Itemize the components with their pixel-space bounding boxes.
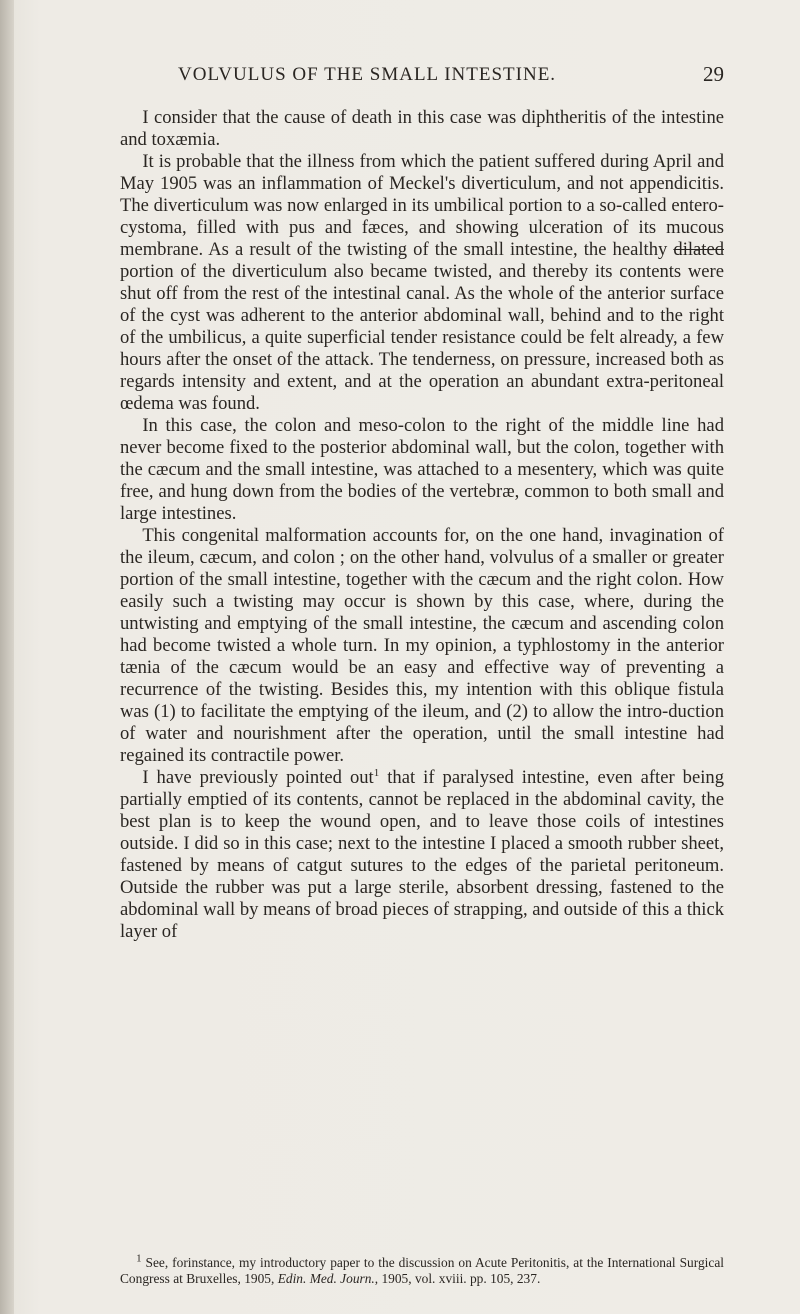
paragraph-4 [120,525,724,767]
footnote-reference: 1 [373,766,380,779]
paragraph-text: I consider that the cause of death in this case was diphtheritis of the intestine and toxæmia. [120,107,724,150]
paragraph-text: It is probable that the illness from which the patient suffered during April and May 1905 was an inflammation of Meckel's diverticulum, and not appendicitis. The diverticulum was now enlarged in its umbilical portion to a so-called entero-cystoma, filled with pus and fæces, and showing ulceration of its mucous membrane. As a result of the twisting of the small intestine, the healthy [120,151,724,260]
paragraph-1 [120,107,724,151]
struck-word: dilated [673,239,724,260]
page-binding-edge [0,0,14,1314]
paragraph-3 [120,415,724,525]
page-header [120,64,724,88]
running-head: VOLVULUS OF THE SMALL INTESTINE. [178,64,557,85]
paragraph-text: This congenital malformation accounts for, on the one hand, invagination of the ileum, cæcum, and colon ; on the other hand, volvulus of a smaller or greater portion of the small intestine, together with the cæcum and the right colon. How easily such a twisting may occur is shown by this case, where, during the untwisting and emptying of the small intestine, the cæcum and ascending colon had become twisted a whole turn. In my opinion, a typhlostomy in the anterior tænia of the cæcum would be an easy and effective way of preventing a recurrence of the twisting. Besides this, my intention with this oblique fistula was (1) to facilitate the emptying of the ileum, and (2) to allow the intro-duction of water and nourishment after the operation, until the small intestine had regained its contractile power. [120,525,724,766]
paragraph-text: I have previously pointed out [142,767,374,788]
footnote-journal: Edin. Med. Journ. [277,1270,375,1286]
paragraph-text: portion of the diverticulum also became twisted, and thereby its contents were shut off from the rest of the intestinal canal. As the whole of the anterior surface of the cyst was adherent to the anterior abdominal wall, behind and to the right of the umbilicus, a quite superficial tender resistance could be felt already, a few hours after the onset of the attack. The tenderness, on pressure, increased both as regards intensity and extent, and at the operation an abundant extra-peritoneal œdema was found. [120,261,724,414]
body-text [120,107,724,943]
paragraph-2 [120,151,724,415]
footnote-text: See, forinstance, my introductory paper to the discussion on Acute Peritonitis, at the International Surgical Congress at Bruxelles, 1905, [120,1255,724,1286]
footnote [120,1252,724,1286]
paragraph-5 [120,767,724,943]
page-number: 29 [703,62,724,86]
footnote-text: , 1905, vol. xviii. pp. 105, 237. [374,1270,541,1286]
paragraph-text: In this case, the colon and meso-colon to the right of the middle line had never become fixed to the posterior abdominal wall, but the colon, together with the cæcum and the small intestine, was attached to a mesentery, which was quite free, and hung down from the bodies of the vertebræ, common to both small and large intestines. [120,415,724,524]
footnote-marker: 1 [136,1252,142,1265]
paragraph-text: that if paralysed intestine, even after being partially emptied of its contents, cannot be replaced in the abdominal cavity, the best plan is to keep the wound open, and to leave those coils of intestines outside. I did so in this case; next to the intestine I placed a smooth rubber sheet, fastened by means of catgut sutures to the edges of the parietal peritoneum. Outside the rubber was put a large sterile, absorbent dressing, fastened to the abdominal wall by means of broad pieces of strapping, and outside of this a thick layer of [120,767,724,942]
